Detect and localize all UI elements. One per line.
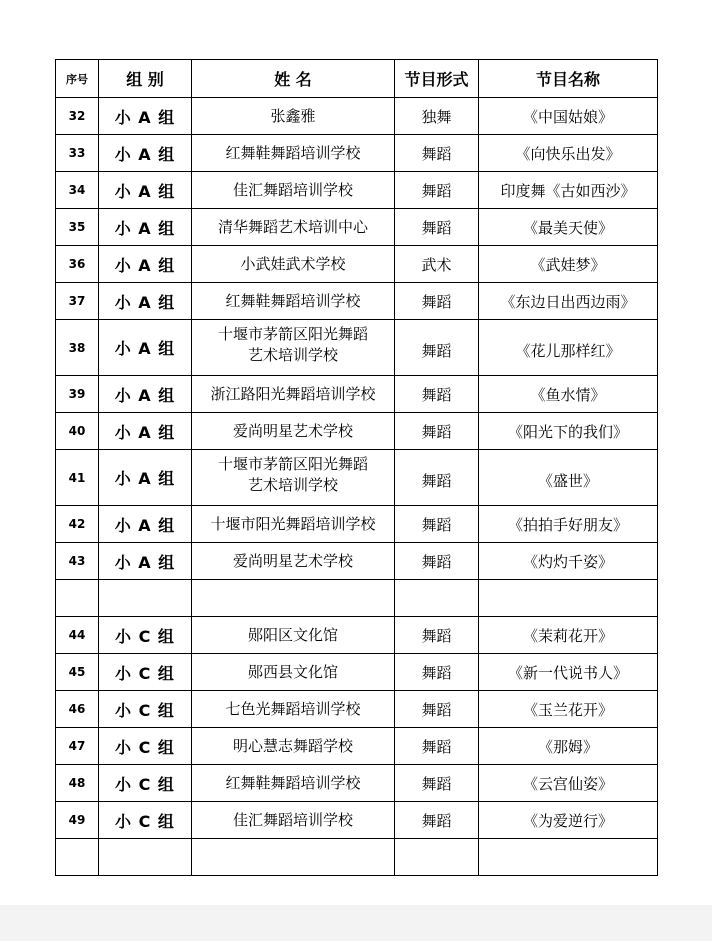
row-name: 爱尚明星艺术学校 [192,543,395,580]
row-group: 小 A 组 [99,172,192,209]
row-form: 舞蹈 [395,376,479,413]
table-row [56,172,658,209]
row-name [192,320,395,376]
row-form: 舞蹈 [395,135,479,172]
row-name: 爱尚明星艺术学校 [192,413,395,450]
row-name: 清华舞蹈艺术培训中心 [192,209,395,246]
table-row [56,413,658,450]
empty-cell [99,839,192,876]
row-group: 小 A 组 [99,246,192,283]
table-row-empty [56,839,658,876]
table-row-empty [56,580,658,617]
performance-table [55,59,658,876]
row-group: 小 A 组 [99,135,192,172]
row-group: 小 A 组 [99,209,192,246]
row-title: 《云宫仙姿》 [479,765,658,802]
row-title: 《拍拍手好朋友》 [479,506,658,543]
empty-cell [192,839,395,876]
table-row [56,450,658,506]
row-name: 红舞鞋舞蹈培训学校 [192,765,395,802]
header-seq: 序号 [56,60,99,98]
row-num: 46 [56,691,99,728]
row-num: 49 [56,802,99,839]
empty-cell [479,839,658,876]
row-group: 小 C 组 [99,654,192,691]
row-form: 舞蹈 [395,765,479,802]
row-name: 张鑫雅 [192,98,395,135]
empty-cell [56,580,99,617]
row-name: 明心慧志舞蹈学校 [192,728,395,765]
row-name: 七色光舞蹈培训学校 [192,691,395,728]
table-row [56,802,658,839]
row-title: 《武娃梦》 [479,246,658,283]
row-name-line2: 艺术培训学校 [247,345,338,364]
row-form: 舞蹈 [395,320,479,376]
table-row [56,543,658,580]
row-num: 39 [56,376,99,413]
empty-cell [192,580,395,617]
page-bottom-margin [0,905,712,941]
row-title: 《阳光下的我们》 [479,413,658,450]
row-num: 42 [56,506,99,543]
row-num: 40 [56,413,99,450]
row-group: 小 A 组 [99,98,192,135]
row-num: 41 [56,450,99,506]
table-row [56,691,658,728]
empty-cell [479,580,658,617]
table-row [56,283,658,320]
row-title: 《茉莉花开》 [479,617,658,654]
row-group: 小 C 组 [99,691,192,728]
row-name [192,450,395,506]
row-num: 44 [56,617,99,654]
empty-cell [56,839,99,876]
header-form: 节目形式 [395,60,479,98]
row-form: 独舞 [395,98,479,135]
row-title: 《那姆》 [479,728,658,765]
row-form: 舞蹈 [395,283,479,320]
table-row [56,135,658,172]
row-group: 小 C 组 [99,802,192,839]
empty-cell [99,580,192,617]
row-title: 《新一代说书人》 [479,654,658,691]
table-row [56,246,658,283]
row-title: 《玉兰花开》 [479,691,658,728]
header-title: 节目名称 [479,60,658,98]
row-num: 33 [56,135,99,172]
row-name: 郧阳区文化馆 [192,617,395,654]
row-form: 舞蹈 [395,209,479,246]
row-num: 32 [56,98,99,135]
row-name-line1: 十堰市茅箭区阳光舞蹈 [217,454,368,473]
row-group: 小 C 组 [99,728,192,765]
row-form: 舞蹈 [395,172,479,209]
row-group: 小 A 组 [99,450,192,506]
row-name: 十堰市阳光舞蹈培训学校 [192,506,395,543]
row-num: 38 [56,320,99,376]
row-form: 舞蹈 [395,450,479,506]
row-name: 郧西县文化馆 [192,654,395,691]
row-title: 《盛世》 [479,450,658,506]
row-name: 佳汇舞蹈培训学校 [192,172,395,209]
empty-cell [395,839,479,876]
row-form: 舞蹈 [395,506,479,543]
row-title: 《花儿那样红》 [479,320,658,376]
row-form: 舞蹈 [395,617,479,654]
row-name-line2: 艺术培训学校 [247,475,338,494]
row-name: 佳汇舞蹈培训学校 [192,802,395,839]
row-title: 《为爱逆行》 [479,802,658,839]
row-group: 小 A 组 [99,543,192,580]
row-group: 小 C 组 [99,765,192,802]
row-name: 红舞鞋舞蹈培训学校 [192,283,395,320]
row-form: 舞蹈 [395,413,479,450]
header-group: 组 别 [99,60,192,98]
table-row [56,765,658,802]
row-title: 印度舞《古如西沙》 [479,172,658,209]
table-row [56,617,658,654]
header-name: 姓 名 [192,60,395,98]
row-group: 小 A 组 [99,283,192,320]
row-title: 《灼灼千姿》 [479,543,658,580]
table-row [56,506,658,543]
row-title: 《鱼水情》 [479,376,658,413]
row-group: 小 A 组 [99,506,192,543]
row-form: 舞蹈 [395,691,479,728]
row-form: 武术 [395,246,479,283]
row-name: 浙江路阳光舞蹈培训学校 [192,376,395,413]
row-group: 小 C 组 [99,617,192,654]
row-name-line1: 十堰市茅箭区阳光舞蹈 [217,324,368,343]
row-name: 小武娃武术学校 [192,246,395,283]
row-num: 35 [56,209,99,246]
row-name: 红舞鞋舞蹈培训学校 [192,135,395,172]
row-num: 37 [56,283,99,320]
row-num: 36 [56,246,99,283]
row-num: 48 [56,765,99,802]
row-group: 小 A 组 [99,376,192,413]
row-title: 《向快乐出发》 [479,135,658,172]
row-title: 《最美天使》 [479,209,658,246]
table-row [56,209,658,246]
row-form: 舞蹈 [395,728,479,765]
table-header-row [56,60,658,98]
row-num: 47 [56,728,99,765]
row-num: 34 [56,172,99,209]
table-row [56,320,658,376]
row-form: 舞蹈 [395,543,479,580]
row-title: 《东边日出西边雨》 [479,283,658,320]
row-form: 舞蹈 [395,802,479,839]
row-num: 45 [56,654,99,691]
row-title: 《中国姑娘》 [479,98,658,135]
row-group: 小 A 组 [99,320,192,376]
empty-cell [395,580,479,617]
table-row [56,654,658,691]
row-group: 小 A 组 [99,413,192,450]
table-row [56,98,658,135]
table-row [56,376,658,413]
table-row [56,728,658,765]
row-form: 舞蹈 [395,654,479,691]
row-num: 43 [56,543,99,580]
